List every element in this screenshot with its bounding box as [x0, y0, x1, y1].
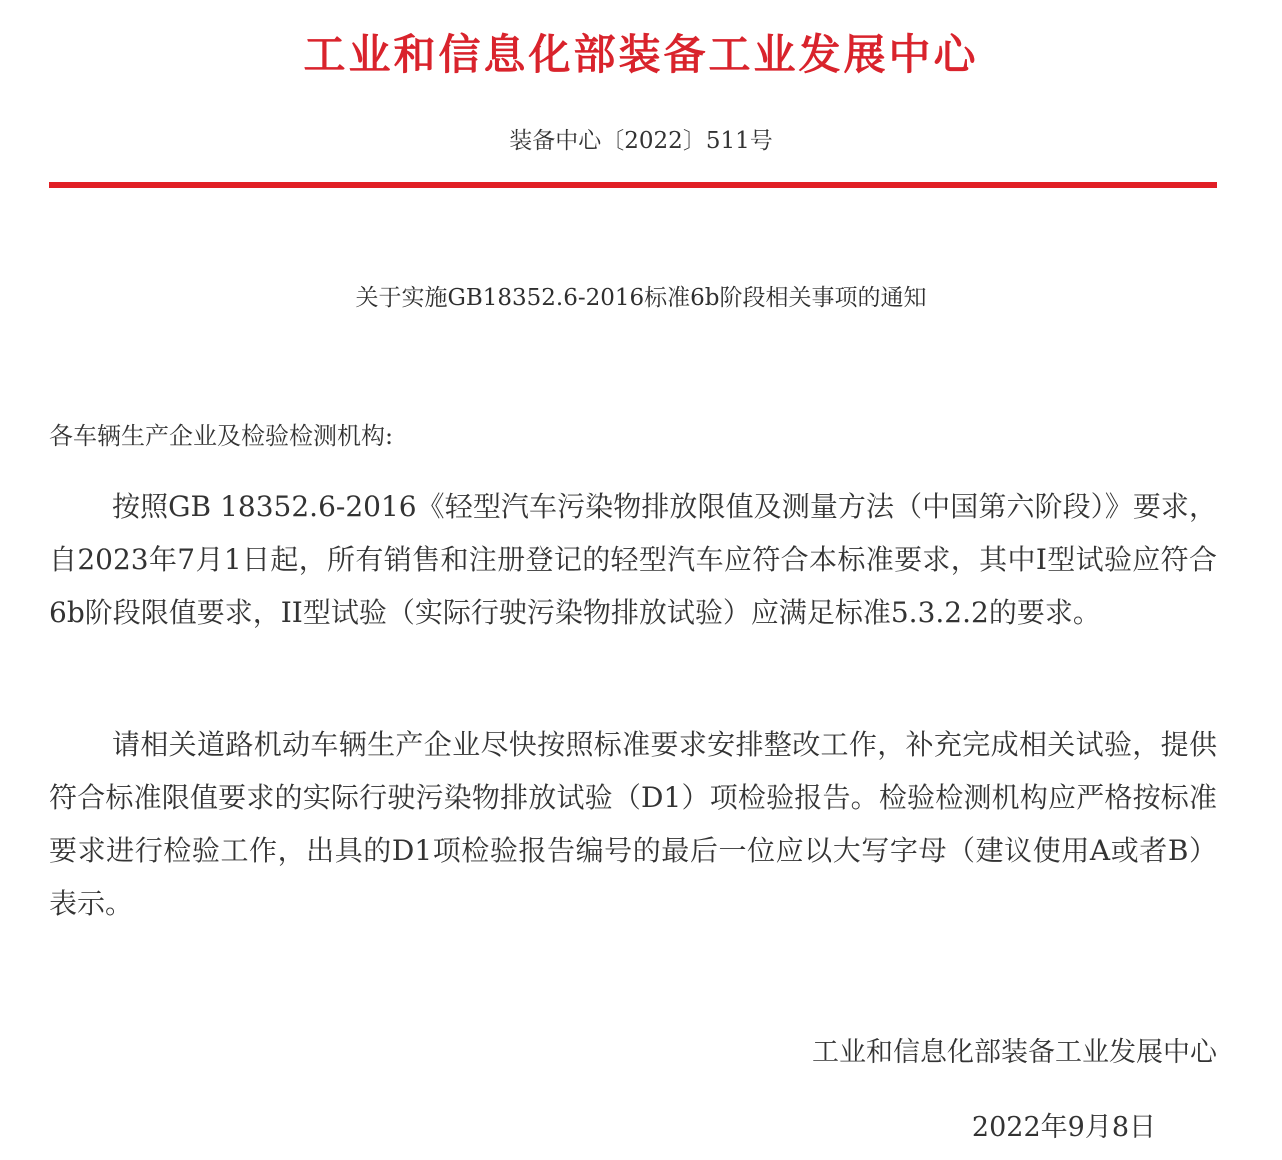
body-paragraph-1: 按照GB 18352.6-2016《轻型汽车污染物排放限值及测量方法（中国第六阶段）》要求，自2023年7月1日起，所有销售和注册登记的轻型汽车应符合本标准要求，其中I型试验应符合6b阶段限值要求，II型试验（实际行驶污染物排放试验）应满足标准5.3.2.2的要求。 [49, 490, 1217, 629]
notice-title: 关于实施GB18352.6-2016标准6b阶段相关事项的通知 [355, 285, 927, 311]
signature-organization: 工业和信息化部装备工业发展中心 [812, 1037, 1217, 1068]
issuer-title: 工业和信息化部装备工业发展中心 [303, 30, 979, 79]
body-paragraph-2: 请相关道路机动车辆生产企业尽快按照标准要求安排整改工作，补充完成相关试验，提供符合标准限值要求的实际行驶污染物排放试验（D1）项检验报告。检验检测机构应严格按标准要求进行检验工作，出具的D1项检验报告编号的最后一位应以大写字母（建议使用A或者B）表示。 [49, 728, 1217, 920]
red-divider [49, 182, 1217, 188]
document-number: 装备中心〔2022〕511号 [509, 128, 773, 154]
signature-date: 2022年9月8日 [971, 1112, 1156, 1143]
salutation: 各车辆生产企业及检验检测机构: [49, 422, 394, 450]
